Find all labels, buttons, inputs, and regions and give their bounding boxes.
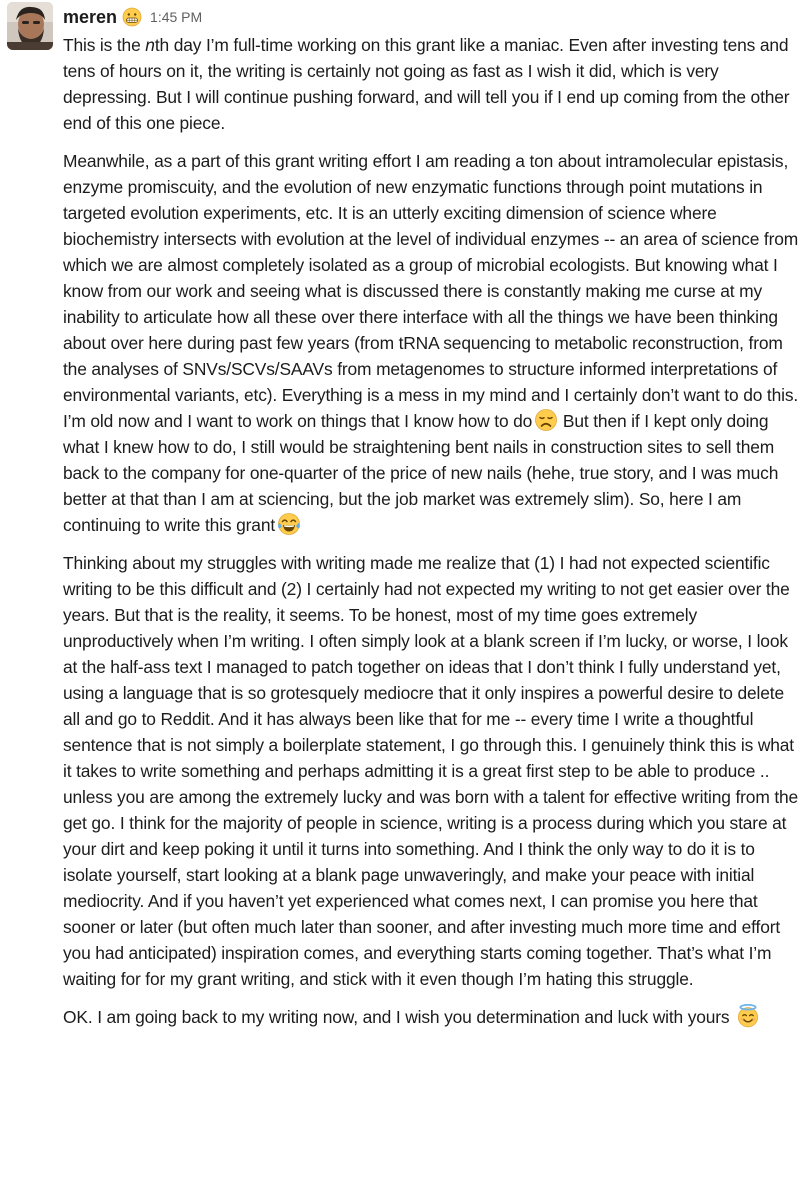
- message-header: [63, 2, 799, 32]
- paragraph-2-text-end: But then if I kept only doing what I knew how to do, I still would be straightening bent nails in construction sites to sell them back to the company for one-quarter of the price of new nails (hehe, true story, and I was much better at that than I am at sciencing, but the job market was extremely slim). So, here I am continuing to write this grant: [63, 411, 779, 535]
- paragraph-2-text-start: Meanwhile, as a part of this grant writing effort I am reading a ton about intramolecular epistasis, enzyme promiscuity, and the evolution of new enzymatic functions through point mutations in targeted evolution experiments, etc. It is an utterly exciting dimension of science where biochemistry intersects with evolution at the level of individual enzymes -- an area of science from which we are almost completely isolated as a group of microbial ecologists. But knowing what I know from our work and seeing what is discussed there is constantly making me curse at my inability to articulate how all these over there interface with all the things we have been thinking about over here during past few years (from tRNA sequencing to metabolic reconstruction, from the analyses of SNVs/SCVs/SAAVs from metagenomes to structure informed interpretations of environmental variants, etc). Everything is a mess in my mind and I certainly don’t want to do this. I’m old now and I want to work on things that I know how to do: [63, 151, 799, 431]
- avatar[interactable]: [7, 2, 53, 50]
- smiling-face-with-halo-icon: [736, 1004, 760, 1028]
- grimacing-face-icon[interactable]: [122, 7, 142, 27]
- face-with-tears-of-joy-icon: [277, 512, 301, 536]
- paragraph-1-italic: n: [145, 35, 155, 55]
- timestamp[interactable]: 1:45 PM: [150, 9, 203, 25]
- message-paragraph-3: Thinking about my struggles with writing made me realize that (1) I had not expected scientific writing to be this difficult and (2) I certainly had not expected my writing to not get easier over the years. But that is the reality, it seems. To be honest, most of my time goes extremely unproductively when I’m writing. I often simply look at a blank screen if I’m lucky, or worse, I look at the half-ass text I managed to patch together on ideas that I don’t think I fully understand yet, using a language that is so grotesquely mediocre that it only inspires a powerful desire to delete all and go to Reddit. And it has always been like that for me -- every time I write a thoughtful sentence that is not simply a boilerplate statement, I go through this. I genuinely think this is what it takes to write something and perhaps admitting it is a great first step to be able to produce .. unless you are among the extremely lucky and was born with a talent for effective writing from the get go. I think for the majority of people in science, writing is a process during which you stare at your dirt and keep poking it until it turns into something. And I think the only way to do it is to isolate yourself, start looking at a blank page unwaveringly, and make your peace with initial mediocrity. And if you haven’t yet experienced what comes next, I can promise you here that sooner or later (but often much later than sooner, and after investing much more time and effort you had anticipated) inspiration comes, and everything starts coming together. That’s what I’m waiting for for my grant writing, and stick with it even though I’m hating this struggle.: [63, 553, 799, 989]
- message-content: [63, 2, 799, 1030]
- avatar-photo: [7, 2, 53, 50]
- message-paragraph-2: [63, 148, 799, 538]
- paragraph-1-text-start: This is the: [63, 35, 146, 55]
- paragraph-4-text: OK. I am going back to my writing now, and I wish you determination and luck with yours: [63, 1007, 730, 1027]
- username[interactable]: meren: [63, 6, 118, 27]
- disappointed-face-icon: [534, 408, 558, 432]
- message-paragraph-4: [63, 1004, 799, 1030]
- message-paragraph-1: [63, 32, 799, 136]
- paragraph-1-text-end: th day I’m full-time working on this grant like a maniac. Even after investing tens and tens of hours on it, the writing is certainly not going as fast as I wish it did, which is very depressing. But I will continue pushing forward, and will tell you if I end up coming from the other end of this one piece.: [63, 35, 790, 133]
